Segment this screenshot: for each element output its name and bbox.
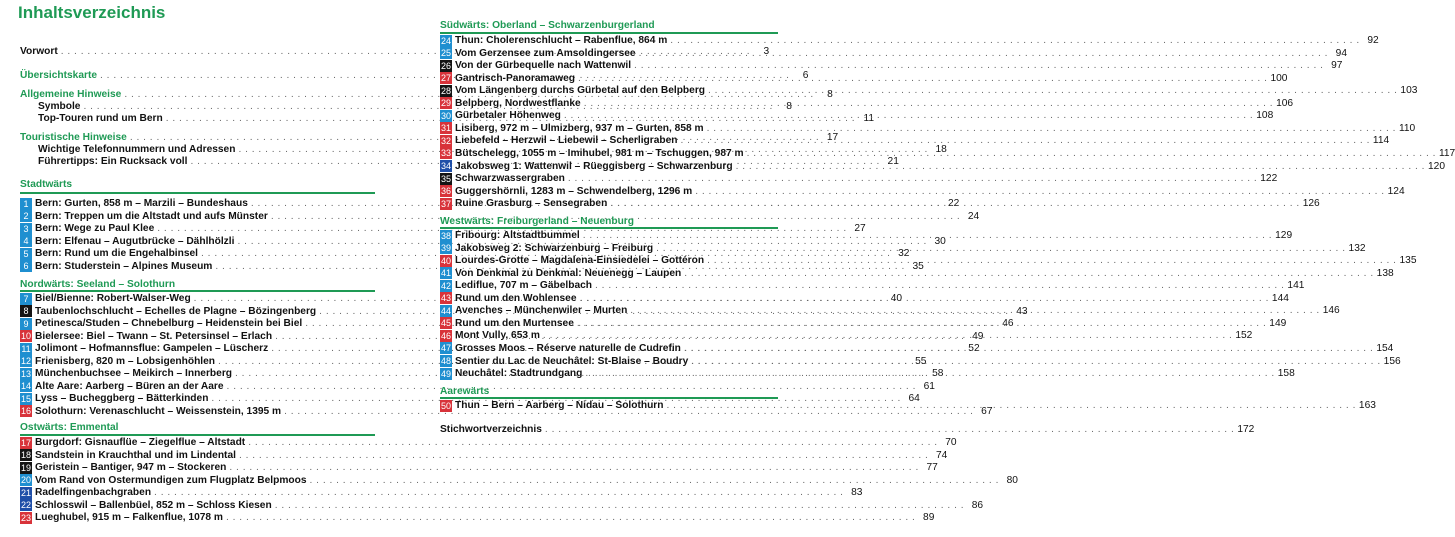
route-page: 103 bbox=[1400, 85, 1418, 97]
route-label: Sentier du Lac de Neuchâtel: St-Blaise – Boudry bbox=[455, 355, 689, 367]
route-number-badge: 31 bbox=[440, 123, 451, 134]
route-page: 46 bbox=[1002, 318, 1014, 330]
route-label: Münchenbuchsee – Meikirch – Innerberg bbox=[35, 368, 233, 380]
leader-dots bbox=[681, 135, 1370, 146]
route-entry[interactable] bbox=[440, 267, 1394, 280]
route-page: 30 bbox=[934, 235, 946, 247]
route-entry[interactable] bbox=[440, 172, 1278, 185]
route-number-badge: 25 bbox=[440, 48, 451, 59]
route-entry[interactable] bbox=[440, 367, 1295, 380]
route-page: 64 bbox=[908, 393, 920, 405]
route-label: Schlosswil – Ballenbüel, 852 m – Schloss Kiesen bbox=[35, 499, 272, 511]
route-number-badge: 14 bbox=[20, 381, 31, 392]
route-number-badge: 24 bbox=[440, 35, 451, 46]
route-entry[interactable] bbox=[440, 72, 1288, 85]
route-page: 22 bbox=[947, 198, 960, 209]
route-number-badge: 6 bbox=[20, 260, 32, 272]
route-label: Petinesca/Studen – Chnebelburg – Heidenstein bei Biel bbox=[35, 318, 303, 330]
route-page: 27 bbox=[854, 223, 866, 235]
route-page: 92 bbox=[1367, 35, 1379, 46]
route-label: Sandstein in Krauchthal und im Lindental bbox=[35, 449, 236, 461]
leader-dots bbox=[584, 98, 1273, 109]
route-page: 154 bbox=[1376, 342, 1394, 354]
route-entry[interactable] bbox=[440, 59, 1343, 72]
route-label: Bielersee: Biel – Twann – St. Petersinsel – Erlach bbox=[35, 330, 273, 342]
leader-dots bbox=[667, 400, 1356, 411]
route-label: Radelfingenbachgraben bbox=[35, 487, 152, 499]
route-number-badge: 3 bbox=[20, 223, 32, 235]
route-number-badge: 15 bbox=[20, 393, 31, 404]
entry-label: Führertipps: Ein Rucksack voll bbox=[38, 156, 188, 167]
route-page: 122 bbox=[1260, 173, 1278, 185]
section-heading-aarewaerts: Aarewärts bbox=[440, 386, 490, 397]
leader-dots bbox=[154, 487, 843, 498]
leader-dots bbox=[684, 343, 1373, 354]
route-page: 77 bbox=[926, 462, 938, 474]
route-page: 55 bbox=[915, 355, 927, 367]
route-label: Burgdorf: Gisnauflüe – Ziegelflue – Altstadt bbox=[35, 437, 246, 448]
route-page: 138 bbox=[1376, 267, 1394, 279]
route-entry[interactable] bbox=[440, 84, 1418, 97]
route-label: Avenches – Münchenwiler – Murten bbox=[455, 305, 628, 317]
route-entry[interactable] bbox=[440, 185, 1405, 198]
leader-dots bbox=[545, 424, 1234, 435]
route-label: Rund um den Murtensee bbox=[455, 317, 574, 329]
route-label: Guggershörnli, 1283 m – Schwendelberg, 1296 m bbox=[455, 185, 693, 197]
route-page: 132 bbox=[1348, 242, 1366, 254]
route-page: 110 bbox=[1398, 122, 1416, 134]
route-page: 152 bbox=[1235, 330, 1253, 342]
leader-dots bbox=[707, 123, 1396, 134]
leader-dots bbox=[695, 186, 1384, 197]
route-page: 67 bbox=[981, 405, 993, 417]
entry-label: Top-Touren rund um Bern bbox=[38, 113, 163, 124]
route-label: Belpberg, Nordwestflanke bbox=[455, 97, 581, 109]
leader-dots bbox=[226, 512, 915, 523]
route-entry[interactable] bbox=[20, 461, 938, 474]
entry-page: 8 bbox=[786, 101, 792, 112]
route-number-badge: 50 bbox=[440, 400, 451, 411]
route-number-badge: 40 bbox=[440, 255, 451, 266]
route-number-badge: 37 bbox=[440, 198, 451, 209]
leader-dots bbox=[639, 48, 1328, 59]
route-label: Vom Längenberg durchs Gürbetal auf den Belpberg bbox=[455, 85, 706, 97]
route-number-badge: 46 bbox=[440, 330, 451, 341]
route-number-badge: 11 bbox=[21, 343, 31, 354]
route-label: Ledifluе, 707 m – Gäbelbach bbox=[455, 280, 593, 292]
leader-dots bbox=[610, 198, 1299, 209]
route-number-badge: 18 bbox=[20, 450, 31, 461]
leader-dots bbox=[747, 148, 1436, 159]
route-entry[interactable] bbox=[440, 242, 1366, 255]
route-label: Fribourg: Altstadtbummel bbox=[455, 230, 580, 241]
route-label: Bern: Wege zu Paul Klee bbox=[35, 223, 155, 235]
route-page: 83 bbox=[851, 487, 863, 499]
route-entry[interactable] bbox=[20, 449, 948, 462]
route-entry[interactable] bbox=[440, 47, 1348, 60]
route-page: 61 bbox=[923, 380, 935, 392]
route-label: Von Denkmal zu Denkmal: Neuenegg – Laupen bbox=[455, 267, 682, 279]
entry-label: Stichwortverzeichnis bbox=[440, 424, 542, 435]
leader-dots bbox=[630, 305, 1319, 316]
route-number-badge: 27 bbox=[440, 73, 451, 84]
route-entry[interactable] bbox=[20, 486, 863, 499]
route-number-badge: 21 bbox=[20, 487, 31, 498]
route-label: Biel/Bienne: Robert-Walser-Weg bbox=[35, 293, 191, 304]
leader-dots bbox=[275, 500, 964, 511]
route-label: Lourdes-Grotte – Magdalena-Einsiedelei – Gottéron bbox=[455, 255, 705, 267]
entry-page: 3 bbox=[763, 46, 770, 57]
route-label: Bern: Studerstein – Alpines Museum bbox=[35, 260, 213, 272]
route-number-badge: 16 bbox=[20, 406, 31, 417]
route-number-badge: 13 bbox=[20, 368, 31, 379]
leader-dots bbox=[595, 280, 1284, 291]
route-number-badge: 38 bbox=[440, 230, 451, 241]
route-number-badge: 12 bbox=[20, 356, 31, 367]
section-heading-ostwaerts: Ostwärts: Emmental bbox=[20, 422, 119, 433]
route-number-badge: 19 bbox=[20, 462, 31, 473]
route-number-badge: 35 bbox=[440, 173, 451, 184]
route-number-badge: 41 bbox=[440, 268, 451, 279]
route-number-badge: 20 bbox=[20, 475, 31, 486]
route-entry[interactable] bbox=[20, 499, 984, 512]
route-page: 163 bbox=[1358, 400, 1376, 411]
route-entry[interactable] bbox=[20, 222, 866, 235]
route-page: 117 bbox=[1438, 147, 1455, 159]
route-number-badge: 43 bbox=[440, 293, 451, 304]
route-page: 40 bbox=[890, 293, 903, 304]
route-page: 94 bbox=[1335, 47, 1348, 59]
route-label: Neuchâtel: Stadtrundgang bbox=[455, 368, 583, 380]
entry-page: 21 bbox=[887, 156, 899, 167]
entry-page: 6 bbox=[802, 70, 809, 81]
entry-label: Vorwort bbox=[20, 46, 58, 57]
route-entry[interactable] bbox=[440, 97, 1294, 110]
entry-label: Touristische Hinweise bbox=[20, 132, 127, 143]
leader-dots bbox=[684, 268, 1373, 279]
entry-page: 18 bbox=[935, 144, 947, 155]
route-page: 126 bbox=[1302, 198, 1320, 210]
entry-page: 172 bbox=[1237, 424, 1255, 435]
route-label: Liebefeld – Herzwil – Liebewil – Scherligraben bbox=[455, 135, 678, 147]
entry-label: Wichtige Telefonnummern und Adressen bbox=[38, 144, 236, 155]
route-page: 124 bbox=[1387, 185, 1405, 197]
route-number-badge: 23 bbox=[20, 512, 31, 523]
route-entry[interactable] bbox=[20, 511, 935, 524]
route-label: Schwarzwassergraben bbox=[455, 173, 565, 185]
route-label: Thun: Cholerenschlucht – Rabenflue, 864 m bbox=[455, 35, 668, 46]
route-number-badge: 1 bbox=[20, 198, 32, 210]
route-label: Lisiberg, 972 m – Ulmizberg, 937 m – Gurten, 858 m bbox=[455, 122, 704, 134]
route-label: Thun – Bern – Aarberg – Nidau – Solothurn bbox=[455, 400, 664, 411]
route-label: Alte Aare: Aarberg – Büren an der Aare bbox=[35, 380, 224, 392]
route-entry[interactable] bbox=[440, 279, 1305, 292]
leader-dots bbox=[248, 437, 937, 448]
leader-dots bbox=[708, 85, 1397, 96]
route-label: Lueghubel, 915 m – Falkenflue, 1078 m bbox=[35, 512, 223, 524]
route-number-badge: 4 bbox=[20, 235, 32, 247]
entry-page: 8 bbox=[827, 89, 833, 100]
route-number-badge: 45 bbox=[440, 318, 451, 329]
entry-label: Symbole bbox=[38, 101, 81, 112]
entry-page: 11 bbox=[863, 113, 875, 124]
route-label: Gürbetaler Höhenweg bbox=[455, 110, 561, 122]
route-label: Jolimont – Hofmannsflue: Gampelen – Lüscherz bbox=[35, 343, 269, 355]
route-number-badge: 29 bbox=[440, 98, 451, 109]
route-label: Vom Gerzensee zum Amsoldingersee bbox=[455, 47, 636, 59]
leader-dots bbox=[564, 110, 1253, 121]
section-heading-westwaerts: Westwärts: Freiburgerland – Neuenburg bbox=[440, 216, 634, 227]
route-label: Jakobsweg 2: Schwarzenburg – Freiburg bbox=[455, 242, 654, 254]
route-page: 100 bbox=[1270, 72, 1288, 84]
route-page: 144 bbox=[1271, 292, 1289, 304]
leader-dots bbox=[585, 368, 1274, 379]
route-number-badge: 7 bbox=[20, 293, 32, 305]
leader-dots bbox=[691, 356, 1380, 367]
route-number-badge: 48 bbox=[440, 356, 451, 366]
route-page: 24 bbox=[967, 210, 980, 222]
route-page: 149 bbox=[1269, 317, 1287, 329]
route-page: 89 bbox=[923, 512, 935, 524]
route-entry[interactable] bbox=[20, 392, 920, 405]
leader-dots bbox=[239, 450, 928, 461]
route-number-badge: 8 bbox=[20, 305, 32, 317]
route-page: 158 bbox=[1277, 368, 1295, 380]
route-page: 114 bbox=[1372, 135, 1390, 147]
entry-page: 17 bbox=[826, 132, 839, 143]
leader-dots bbox=[577, 318, 1266, 329]
toc-entry-stichwortverzeichnis[interactable] bbox=[440, 423, 1255, 436]
leader-dots bbox=[568, 173, 1257, 184]
route-label: Lyss – Bucheggberg – Bätterkinden bbox=[35, 393, 209, 405]
route-page: 32 bbox=[898, 248, 910, 260]
section-heading-suedwaerts: Südwärts: Oberland – Schwarzenburgerland bbox=[440, 20, 655, 31]
section-heading-nordwaerts: Nordwärts: Seeland – Solothurn bbox=[20, 279, 176, 290]
route-number-badge: 5 bbox=[20, 248, 32, 260]
route-number-badge: 36 bbox=[440, 186, 451, 197]
route-number-badge: 10 bbox=[20, 331, 31, 342]
leader-dots bbox=[736, 161, 1425, 172]
section-heading-stadtwaerts: Stadtwärts bbox=[20, 179, 73, 190]
route-label: Bern: Gurten, 858 m – Marzili – Bundeshaus bbox=[35, 198, 248, 209]
route-label: Taubenlochschlucht – Echelles de Plagne – Bözingenberg bbox=[35, 305, 317, 317]
route-page: 156 bbox=[1383, 355, 1401, 367]
leader-dots bbox=[310, 475, 999, 486]
route-page: 120 bbox=[1427, 160, 1445, 172]
route-entry[interactable] bbox=[440, 34, 1379, 47]
route-entry[interactable] bbox=[20, 474, 1018, 487]
route-label: Solothurn: Verenaschlucht – Weissenstein, 1395 m bbox=[35, 405, 282, 417]
leader-dots bbox=[656, 243, 1345, 254]
route-page: 80 bbox=[1006, 474, 1018, 486]
route-label: Geristein – Bantiger, 947 m – Stockeren bbox=[35, 462, 227, 474]
leader-dots bbox=[543, 330, 1232, 341]
route-number-badge: 32 bbox=[440, 135, 451, 146]
route-page: 86 bbox=[971, 499, 984, 511]
route-label: Frienisberg, 820 m – Lobsigenhöhlen bbox=[35, 355, 216, 367]
entry-label: Übersichtskarte bbox=[20, 70, 98, 81]
leader-dots bbox=[227, 381, 916, 392]
route-number-badge: 28 bbox=[440, 85, 451, 96]
route-page: 141 bbox=[1287, 280, 1305, 292]
leader-dots bbox=[583, 230, 1272, 241]
route-label: Bern: Rund um die Engehalbinsel bbox=[35, 248, 199, 260]
route-page: 49 bbox=[972, 330, 984, 342]
route-label: Von der Gürbequelle nach Wattenwil bbox=[455, 60, 632, 72]
route-page: 52 bbox=[968, 343, 980, 355]
route-number-badge: 9 bbox=[20, 318, 32, 330]
route-page: 97 bbox=[1331, 60, 1343, 72]
route-number-badge: 26 bbox=[440, 60, 451, 71]
route-page: 146 bbox=[1322, 305, 1340, 317]
route-label: Jakobsweg 1: Wattenwil – Rüeggisberg – Schwarzenburg bbox=[455, 160, 733, 172]
route-label: Grosses Moos – Réserve naturelle de Cudrefin bbox=[455, 342, 681, 354]
route-page: 58 bbox=[932, 368, 944, 380]
route-page: 74 bbox=[936, 449, 948, 461]
leader-dots bbox=[580, 293, 1269, 304]
route-page: 108 bbox=[1256, 110, 1274, 122]
section-divider bbox=[20, 192, 375, 194]
entry-label: Allgemeine Hinweise bbox=[20, 89, 122, 100]
route-label: Vom Rand von Ostermundigen zum Flugplatz Belpmoos bbox=[35, 474, 307, 486]
page-title: Inhaltsverzeichnis bbox=[18, 3, 166, 22]
route-number-badge: 39 bbox=[440, 243, 451, 254]
route-number-badge: 49 bbox=[440, 368, 451, 379]
route-page: 70 bbox=[945, 437, 957, 448]
route-label: Bern: Treppen um die Altstadt und aufs Münster bbox=[35, 210, 268, 222]
leader-dots bbox=[670, 35, 1359, 46]
route-page: 106 bbox=[1276, 97, 1294, 109]
route-number-badge: 17 bbox=[20, 437, 31, 448]
route-page: 43 bbox=[1016, 305, 1028, 317]
route-label: Bern: Elfenau – Augutbrücke – Dählhölzli bbox=[35, 235, 235, 247]
route-entry[interactable] bbox=[20, 436, 957, 449]
route-entry[interactable] bbox=[440, 122, 1416, 135]
route-number-badge: 22 bbox=[20, 500, 31, 511]
route-label: Gantrisch-Panoramaweg bbox=[455, 72, 576, 84]
route-number-badge: 34 bbox=[440, 161, 451, 171]
route-number-badge: 44 bbox=[440, 305, 451, 316]
leader-dots bbox=[229, 462, 918, 473]
route-label: Mont Vully, 653 m bbox=[455, 330, 540, 342]
route-number-badge: 42 bbox=[440, 280, 451, 291]
route-page: 35 bbox=[912, 260, 924, 272]
leader-dots bbox=[634, 60, 1323, 71]
route-label: Rund um den Wohlensee bbox=[455, 292, 577, 304]
route-number-badge: 33 bbox=[440, 148, 451, 159]
route-page: 129 bbox=[1275, 230, 1293, 241]
route-number-badge: 30 bbox=[440, 110, 451, 121]
route-label: Ruine Grasburg – Sensegraben bbox=[455, 198, 608, 210]
leader-dots bbox=[578, 73, 1267, 84]
route-number-badge: 47 bbox=[440, 343, 451, 354]
route-page: 135 bbox=[1399, 255, 1417, 267]
route-number-badge: 2 bbox=[20, 210, 32, 222]
leader-dots bbox=[707, 255, 1396, 266]
route-label: Bütschelegg, 1055 m – Imihubel, 981 m – Tschuggen, 987 m bbox=[455, 147, 744, 159]
